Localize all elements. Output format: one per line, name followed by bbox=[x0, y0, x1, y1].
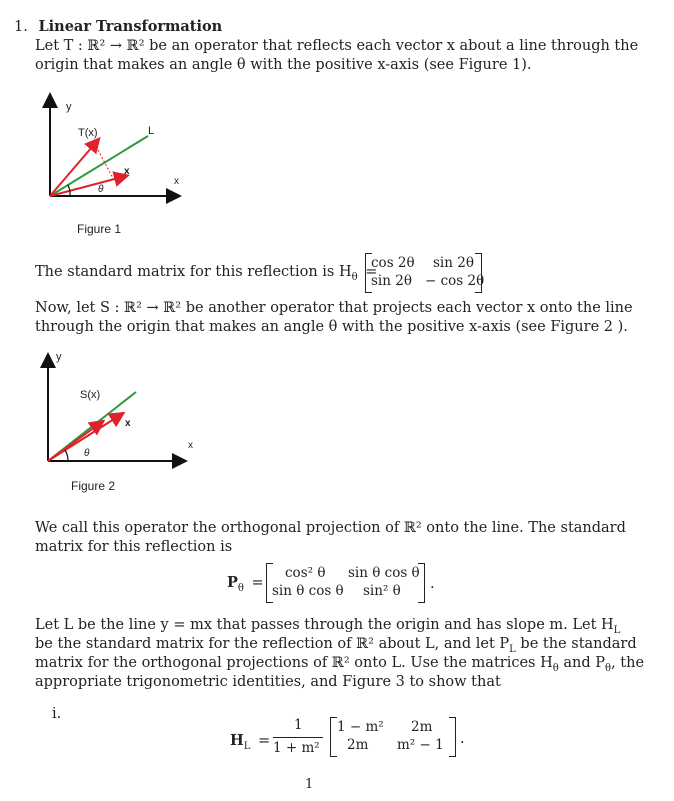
matrix-hl-r2c2: m² − 1 bbox=[397, 737, 444, 753]
matrix-hl-r1c1: 1 − m² bbox=[337, 719, 384, 735]
fig1-label-theta: θ bbox=[98, 184, 104, 195]
fig1-label-x-vec: x bbox=[124, 166, 130, 177]
paragraph-5-line-4: appropriate trigonometric identities, and Figure 3 to show that bbox=[35, 674, 501, 690]
matrix-p-r2c2: sin² θ bbox=[363, 583, 401, 599]
matrix-h-r1c1: cos 2θ bbox=[371, 255, 415, 271]
figure-2-caption: Figure 2 bbox=[71, 479, 116, 493]
matrix-p-r1c1: cos² θ bbox=[285, 565, 326, 581]
matrix-hl-frac-num: 1 bbox=[294, 717, 303, 733]
fig2-label-y: y bbox=[56, 351, 62, 363]
matrix-h-right-bracket bbox=[475, 253, 482, 293]
matrix-hl-right-bracket bbox=[449, 717, 456, 757]
paragraph-4-line-2: matrix for this reflection is bbox=[35, 539, 233, 555]
fig1-label-L: L bbox=[148, 125, 155, 137]
matrix-p-r2c1: sin θ cos θ bbox=[272, 583, 344, 599]
paragraph-2: The standard matrix for this reflection is $H_\theta$ = bbox=[35, 264, 378, 283]
fig2-angle-arc bbox=[65, 450, 68, 461]
matrix-p-dot: . bbox=[430, 576, 435, 592]
fig2-label-x-vec: x bbox=[125, 418, 131, 429]
matrix-hl-lhs: $H_L$ = bbox=[230, 732, 271, 752]
section-title: Linear Transformation bbox=[38, 18, 223, 35]
paragraph-4-line-1: We call this operator the orthogonal projection of ℝ² onto the line. The standard bbox=[35, 520, 626, 536]
paragraph-3-line-1: Now, let S : ℝ² → ℝ² be another operator that projects each vector x onto the line bbox=[35, 300, 633, 316]
fig1-label-x-axis: x bbox=[174, 176, 179, 187]
matrix-p-right-bracket bbox=[418, 563, 425, 603]
paragraph-1-line-2: origin that makes an angle θ with the positive x-axis (see Figure 1). bbox=[35, 57, 532, 73]
page-number: 1 bbox=[305, 777, 314, 792]
matrix-p-r1c2: sin θ cos θ bbox=[348, 565, 420, 581]
section-heading bbox=[14, 17, 222, 37]
paragraph-3-line-2: through the origin that makes an angle θ with the positive x-axis (see Figure 2 ). bbox=[35, 319, 628, 335]
fig2-label-theta: θ bbox=[84, 448, 90, 459]
matrix-hl-dot: . bbox=[460, 731, 465, 747]
matrix-h-r2c1: sin 2θ bbox=[371, 273, 412, 289]
fig1-vector-x bbox=[50, 176, 126, 196]
matrix-p-lhs: $P_\theta$ = bbox=[227, 574, 264, 594]
cut-off-line bbox=[0, 0, 150, 4]
matrix-hl-left-bracket bbox=[330, 717, 337, 757]
fig1-label-tx: T(x) bbox=[78, 127, 98, 139]
figure-1-caption: Figure 1 bbox=[77, 222, 122, 236]
paragraph-5-line-2: be the standard matrix for the reflection of ℝ² about L, and let $P_L$ be the standard bbox=[35, 636, 637, 655]
matrix-hl-frac-bar bbox=[273, 737, 323, 738]
fig2-label-sx: S(x) bbox=[80, 389, 101, 401]
paragraph-1-line-1: Let T : ℝ² → ℝ² be an operator that reflects each vector x about a line through the bbox=[35, 38, 639, 54]
matrix-h-r2c2: − cos 2θ bbox=[425, 273, 485, 289]
cut-off-text bbox=[2, 0, 154, 3]
section-number: 1. bbox=[14, 19, 28, 35]
fig1-vector-tx bbox=[50, 140, 98, 196]
matrix-hl-frac-den: 1 + m² bbox=[273, 740, 320, 756]
figure-2 bbox=[38, 346, 198, 476]
paragraph-5-line-1: Let L be the line y = mx that passes through the origin and has slope m. Let $H_L$ bbox=[35, 617, 621, 636]
fig1-label-y: y bbox=[66, 101, 72, 113]
matrix-h-r1c2: sin 2θ bbox=[433, 255, 474, 271]
fig2-vector-sx bbox=[48, 422, 102, 461]
fig2-label-x-axis: x bbox=[188, 440, 193, 451]
matrix-hl-r2c1: 2m bbox=[347, 737, 369, 753]
item-label: i. bbox=[52, 706, 62, 722]
matrix-hl-r1c2: 2m bbox=[411, 719, 433, 735]
paragraph-5-line-3: matrix for the orthogonal projections of ℝ² onto L. Use the matrices $H_\theta$ and $P_\theta$, the bbox=[35, 655, 645, 674]
